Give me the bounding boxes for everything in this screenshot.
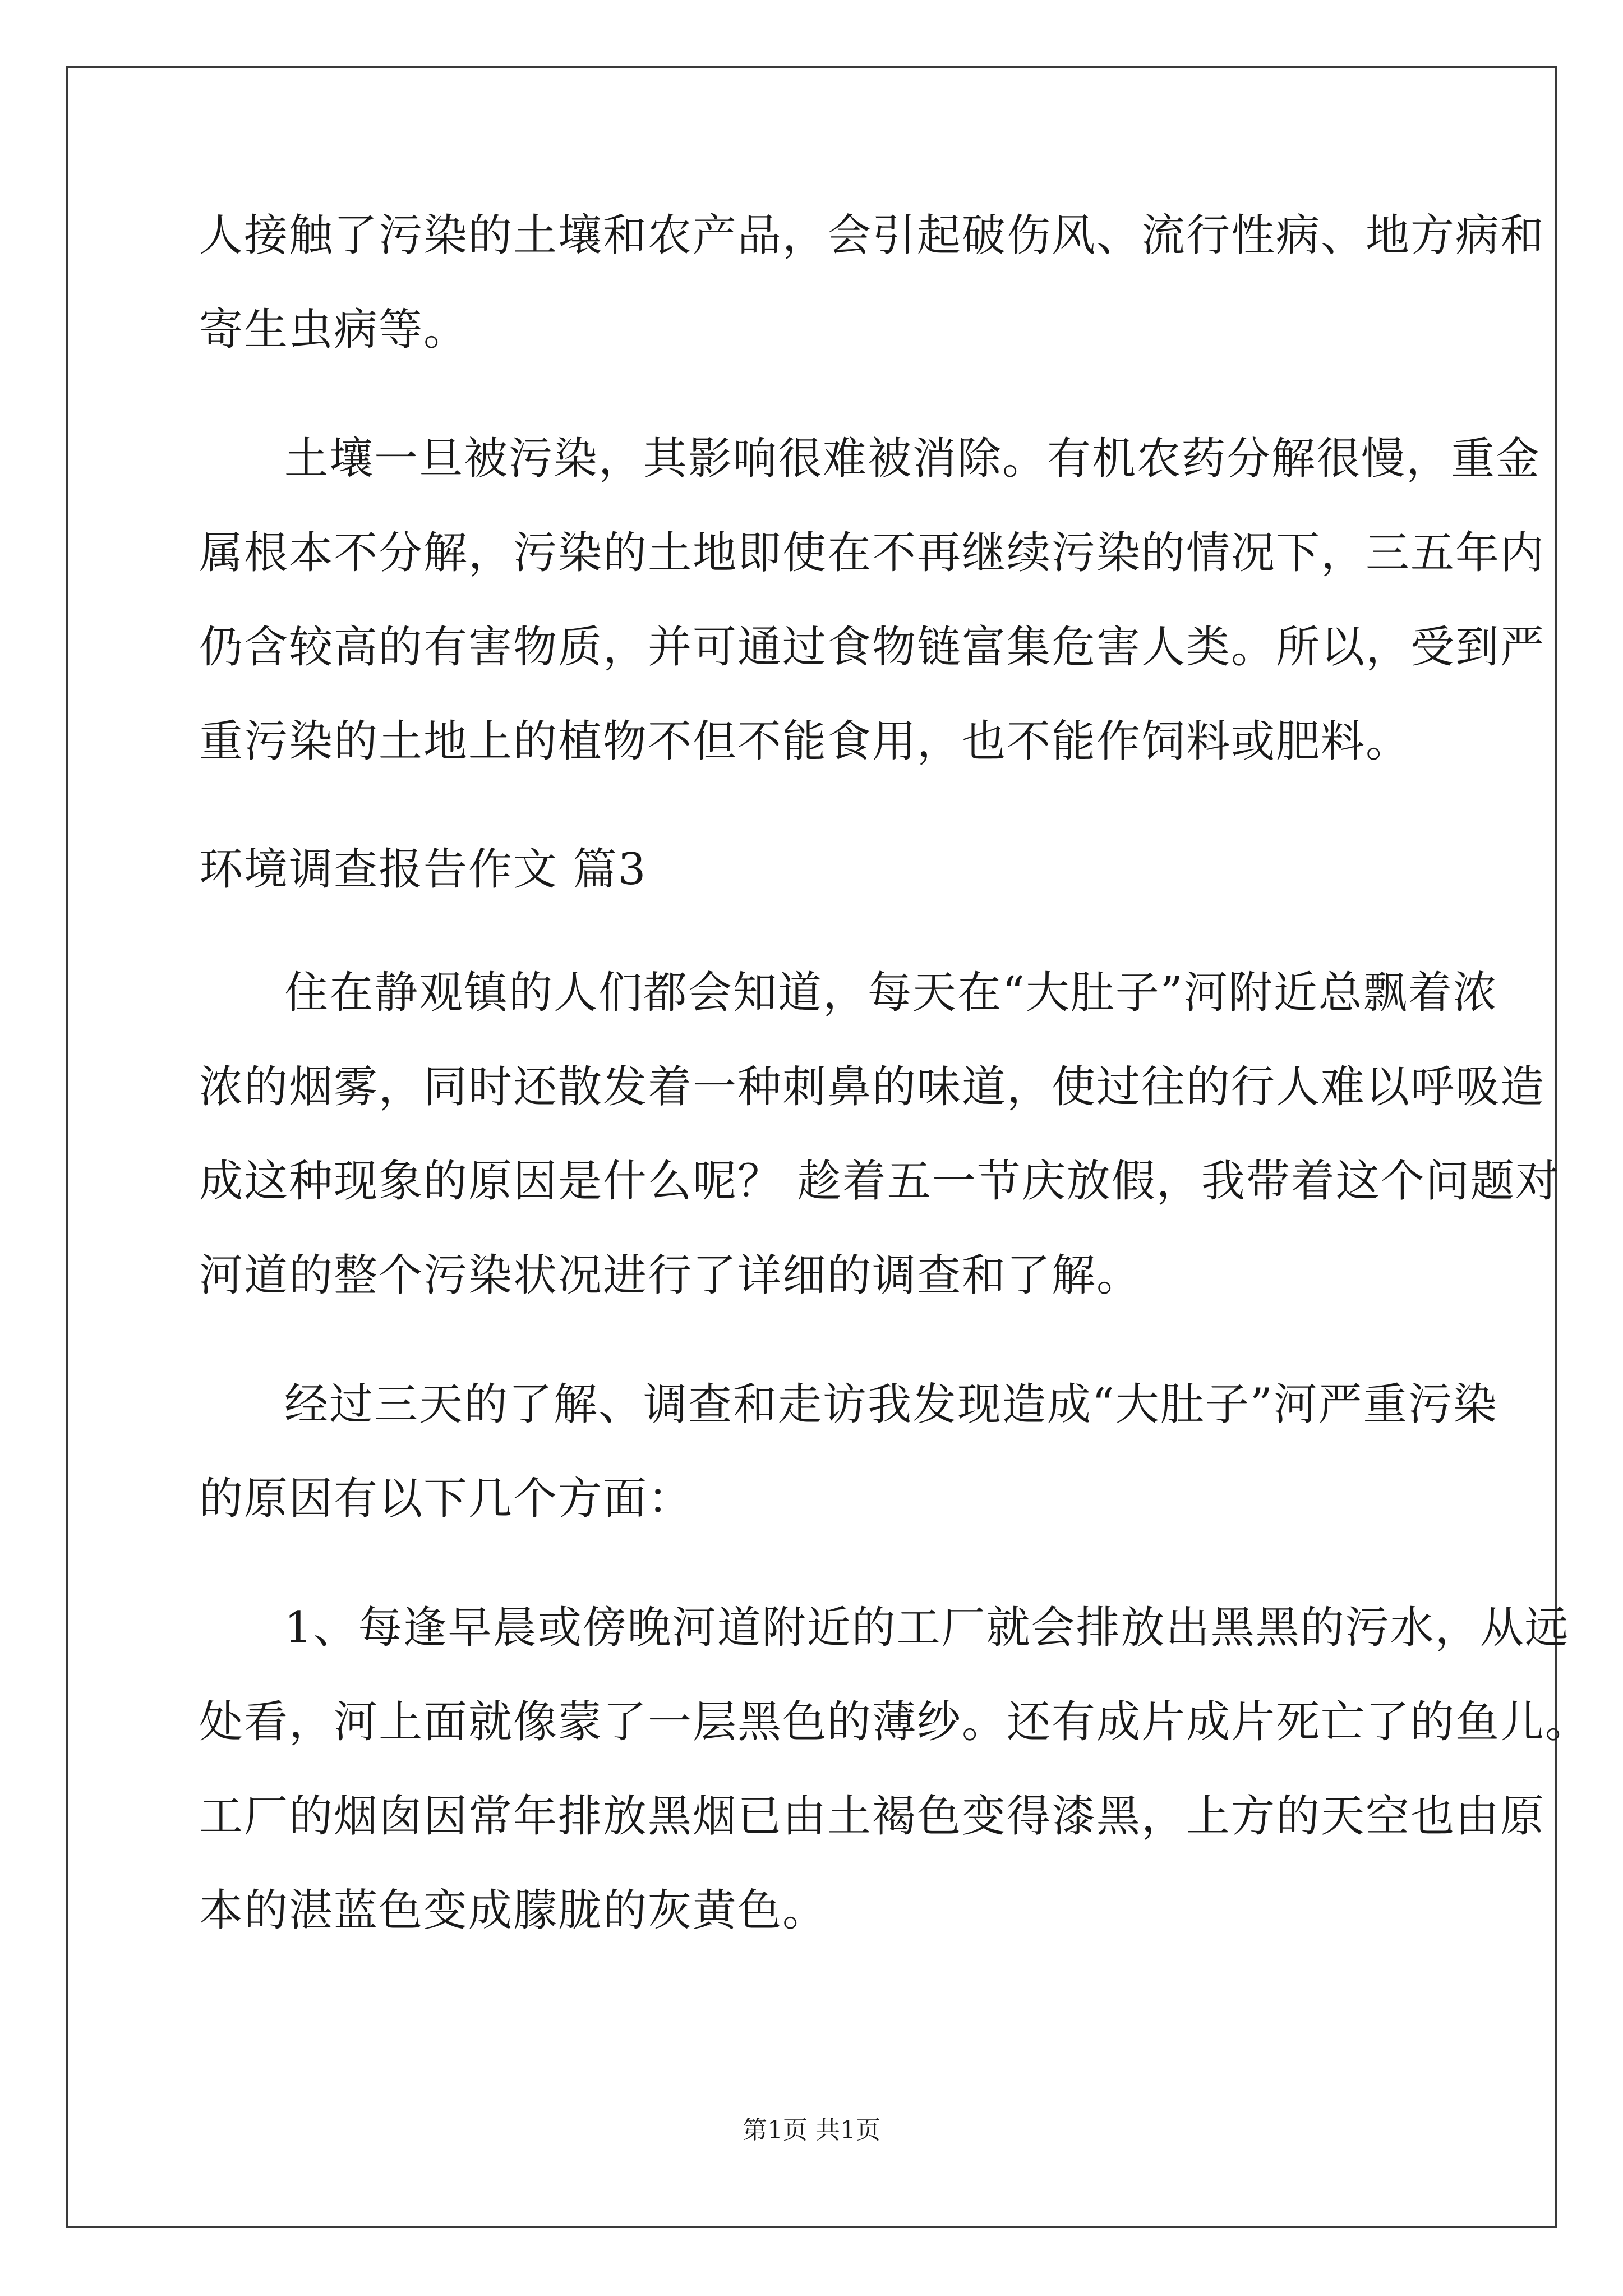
body-line: 寄生虫病等。	[199, 305, 469, 355]
body-line: 本的湛蓝色变成朦胧的灰黄色。	[199, 1885, 828, 1936]
body-line: 的原因有以下几个方面：	[199, 1474, 693, 1524]
body-line: 仍含较高的有害物质，并可通过食物链富集危害人类。所以，受到严	[199, 622, 1546, 673]
body-line: 工厂的烟囱因常年排放黑烟已由土褐色变得漆黑，上方的天空也由原	[199, 1791, 1546, 1842]
paragraph-line: 1、每逢早晨或傍晚河道附近的工厂就会排放出黑黑的污水，从远	[284, 1603, 1570, 1653]
body-line: 浓的烟雾，同时还散发着一种刺鼻的味道，使过往的行人难以呼吸造	[199, 1062, 1546, 1112]
paragraph-line: 经过三天的了解、调查和走访我发现造成“大肚子”河严重污染	[284, 1379, 1498, 1430]
body-line: 河道的整个污染状况进行了详细的调查和了解。	[199, 1250, 1142, 1301]
body-line: 处看，河上面就像蒙了一层黑色的薄纱。还有成片成片死亡了的鱼儿。	[199, 1697, 1590, 1747]
section-heading: 环境调查报告作文 篇3	[199, 844, 647, 895]
body-line: 属根本不分解，污染的土地即使在不再继续污染的情况下，三五年内	[199, 528, 1546, 578]
body-line: 成这种现象的原因是什么呢？ 趁着五一节庆放假，我带着这个问题对	[199, 1156, 1560, 1207]
paragraph-line: 住在静观镇的人们都会知道，每天在“大肚子”河附近总飘着浓	[284, 968, 1498, 1018]
body-line: 重污染的土地上的植物不但不能食用，也不能作饲料或肥料。	[199, 716, 1411, 767]
body-line: 人接触了污染的土壤和农产品，会引起破伤风、流行性病、地方病和	[199, 210, 1546, 261]
paragraph-line: 土壤一旦被污染，其影响很难被消除。有机农药分解很慢，重金	[284, 434, 1541, 484]
page-footer: 第1页 共1页	[743, 2116, 880, 2145]
